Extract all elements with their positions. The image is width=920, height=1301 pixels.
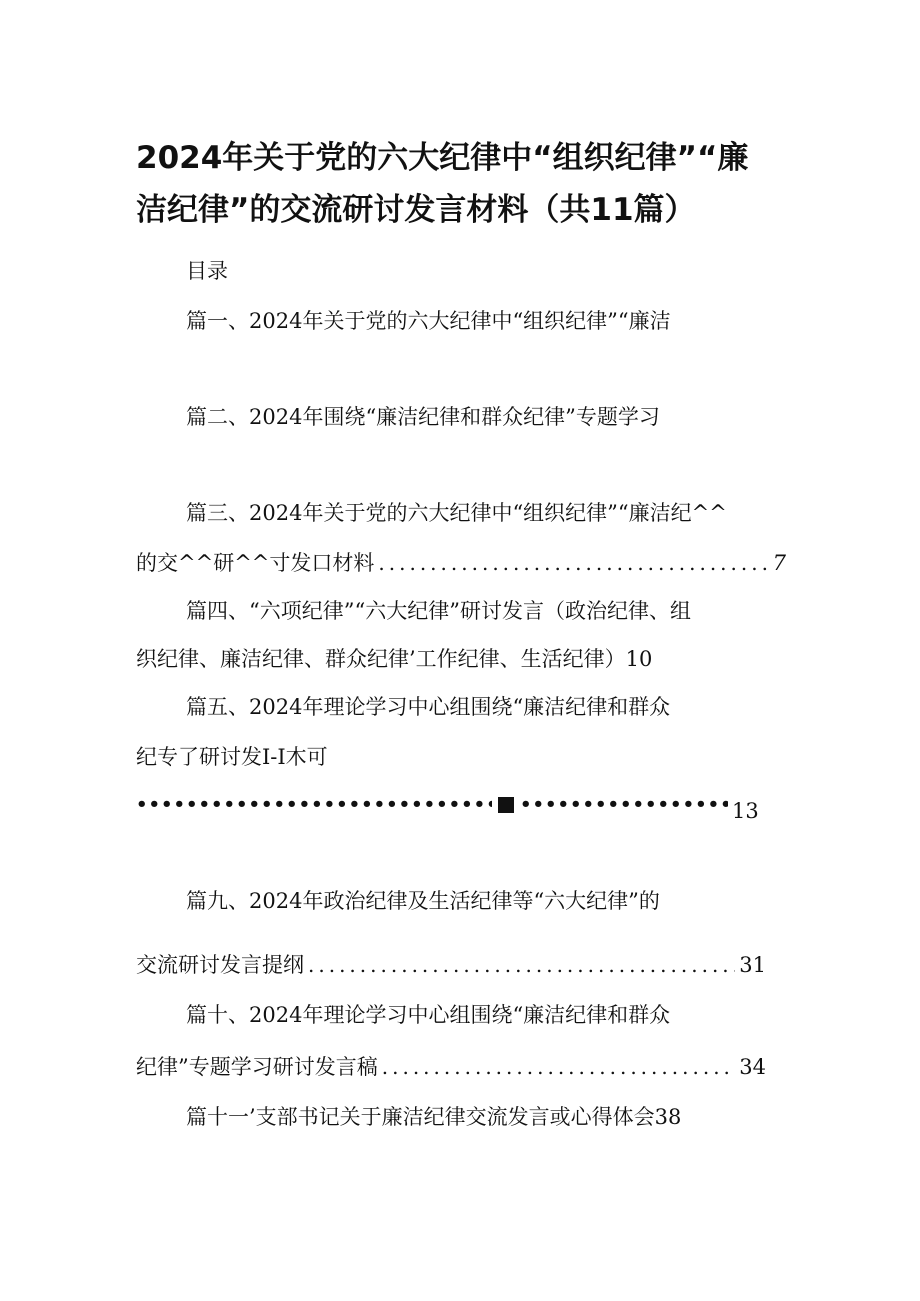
toc-item-3-page: 7: [772, 551, 786, 575]
toc-item-9-text: 交流研讨发言提纲: [136, 953, 304, 977]
toc-item-1: 篇一、2024年关于党的六大纪律中“组织纪律”“廉洁: [186, 309, 671, 333]
toc-item-2: 篇二、2024年围绕“廉洁纪律和群众纪律”专题学习: [186, 405, 660, 429]
dot-leader: [308, 950, 735, 980]
toc-item-11: 篇十一’支部书记关于廉洁纪律交流发言或心得体会38: [186, 1105, 682, 1129]
toc-heading: 目录: [186, 259, 228, 283]
toc-item-10-page: 34: [739, 1055, 766, 1079]
toc-item-3-line-2: [136, 548, 786, 578]
toc-item-3-line-1: 篇三、2024年关于党的六大纪律中“组织纪律”“廉洁纪^^: [186, 501, 727, 525]
dot-leader: [382, 1052, 736, 1082]
toc-item-4-line-2: 织纪律、廉洁纪律、群众纪律’工作纪律、生活纪律）10: [136, 647, 653, 671]
toc-item-9-page: 31: [739, 953, 766, 977]
toc-item-5-page: 13: [732, 799, 759, 823]
document-title: [136, 132, 796, 236]
dot-leader: [378, 548, 768, 578]
toc-item-4-line-1: 篇四、“六项纪律”“六大纪律”研讨发言（政治纪律、组: [186, 599, 691, 623]
bullet-leader-left: [136, 790, 492, 820]
toc-item-10-line-1: 篇十、2024年理论学习中心组围绕“廉洁纪律和群众: [186, 1003, 671, 1027]
toc-item-3-text: 的交^^研^^寸发口材料: [136, 551, 375, 575]
toc-item-5-line-1: 篇五、2024年理论学习中心组围绕“廉洁纪律和群众: [186, 695, 671, 719]
title-line-1: 2024年关于党的六大纪律中“组织纪律”“廉: [136, 140, 749, 176]
toc-item-9-line-1: 篇九、2024年政治纪律及生活纪律等“六大纪律”的: [186, 889, 660, 913]
toc-item-9-line-2: [136, 950, 766, 980]
bullet-leader-right: [520, 790, 728, 820]
toc-item-5-line-2: 纪专了研讨发I-I木可: [136, 745, 328, 769]
square-marker: [498, 797, 514, 813]
toc-item-10-line-2: [136, 1052, 766, 1082]
toc-item-5-leader: [136, 790, 761, 823]
toc-item-10-text: 纪律”专题学习研讨发言稿: [136, 1055, 378, 1079]
title-line-2: 洁纪律”的交流研讨发言材料（共11篇）: [136, 192, 696, 228]
